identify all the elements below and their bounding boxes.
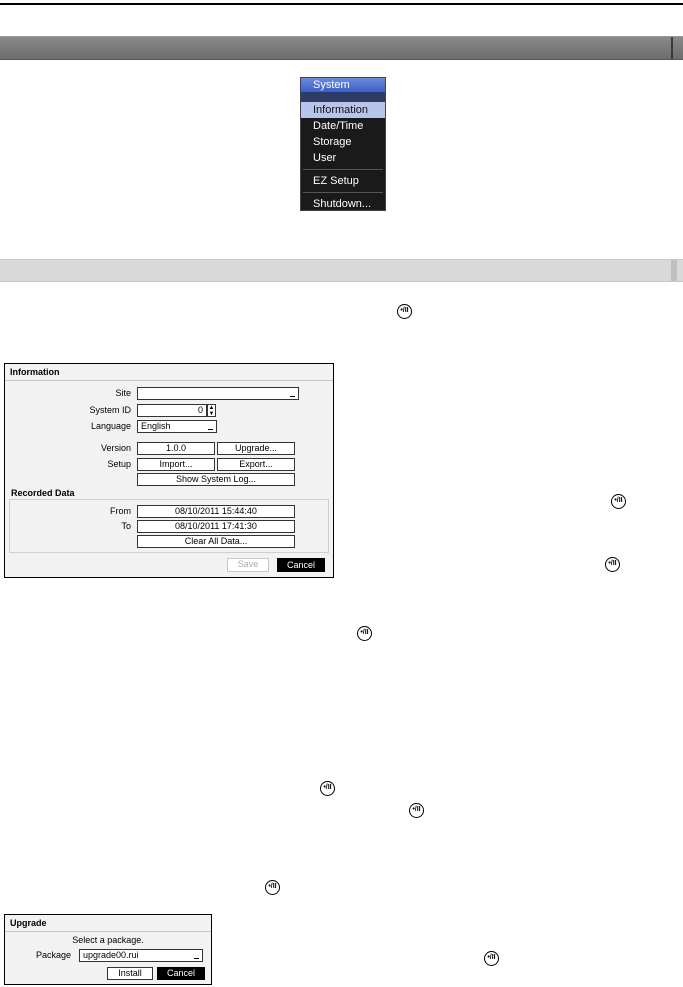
menu-item-storage[interactable]: Storage (313, 136, 352, 148)
cancel-button[interactable]: Cancel (157, 967, 205, 980)
clear-all-data-button[interactable]: Clear All Data... (137, 535, 295, 548)
dialog-title: Upgrade (5, 915, 211, 932)
system-menu-title: System (301, 78, 385, 92)
dialog-title: Information (5, 364, 333, 381)
system-id-label: System ID (89, 405, 131, 415)
information-dialog (4, 363, 334, 578)
cancel-button[interactable]: Cancel (277, 558, 325, 572)
menu-item-ez-setup[interactable]: EZ Setup (313, 175, 359, 187)
from-value: 08/10/2011 15:44:40 (137, 505, 295, 518)
site-input[interactable] (137, 387, 299, 400)
version-value: 1.0.0 (137, 442, 215, 455)
upgrade-prompt: Select a package. (72, 935, 144, 945)
from-label: From (110, 506, 131, 516)
top-rule (0, 3, 683, 5)
upgrade-dialog (4, 914, 212, 985)
show-system-log-button[interactable]: Show System Log... (137, 473, 295, 486)
upgrade-button[interactable]: Upgrade... (217, 442, 295, 455)
play-pause-button-icon: •/II (611, 494, 626, 509)
export-button[interactable]: Export... (217, 458, 295, 471)
package-label: Package (35, 950, 71, 960)
play-pause-button-icon: •/II (409, 803, 424, 818)
system-id-field[interactable]: 0 (137, 404, 207, 417)
install-button[interactable]: Install (107, 967, 153, 980)
to-label: To (121, 521, 131, 531)
system-id-spinner[interactable]: ▲ ▼ (208, 405, 215, 417)
play-pause-button-icon: •/II (484, 951, 499, 966)
package-select[interactable]: upgrade00.rui (79, 949, 203, 962)
menu-separator (303, 192, 383, 193)
menu-item-date-time[interactable]: Date/Time (313, 120, 364, 132)
language-select[interactable]: English (137, 420, 217, 433)
play-pause-button-icon: •/II (265, 880, 280, 895)
play-pause-button-icon: •/II (320, 781, 335, 796)
menu-item-user[interactable]: User (313, 152, 337, 164)
play-pause-button-icon: •/II (357, 626, 372, 641)
menu-item-shutdown[interactable]: Shutdown... (313, 198, 372, 210)
play-pause-button-icon: •/II (397, 304, 412, 319)
section-header-bar (0, 36, 683, 60)
setup-label: Setup (107, 459, 131, 469)
to-value: 08/10/2011 17:41:30 (137, 520, 295, 533)
save-button[interactable]: Save (227, 558, 269, 572)
language-label: Language (90, 421, 131, 431)
menu-item-information[interactable]: Information (301, 102, 385, 118)
recorded-data-heading: Recorded Data (11, 488, 75, 498)
site-label: Site (115, 388, 131, 398)
version-label: Version (100, 443, 131, 453)
import-button[interactable]: Import... (137, 458, 215, 471)
play-pause-button-icon: •/II (605, 557, 620, 572)
menu-separator (303, 169, 383, 170)
subsection-header-bar (0, 259, 683, 282)
system-menu (300, 77, 386, 211)
